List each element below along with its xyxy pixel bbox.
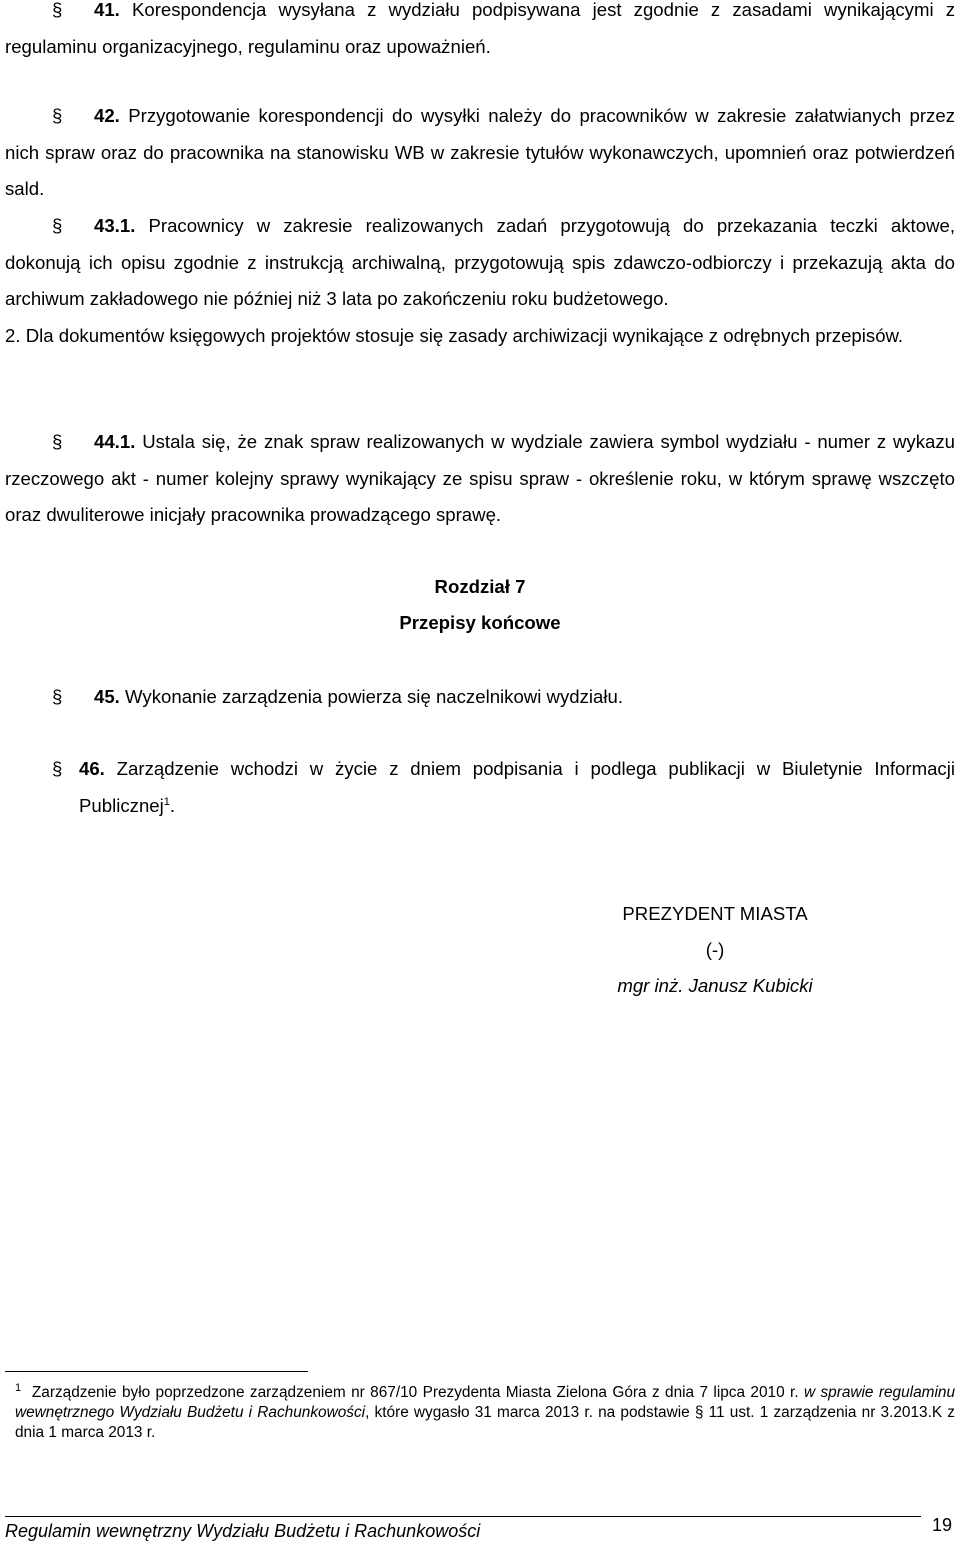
paragraph-44 (5, 424, 955, 534)
section-sign: § (52, 105, 63, 126)
footer-title: Regulamin wewnętrzny Wydziału Budżetu i Rachunkowości (5, 1521, 481, 1541)
section-sign: § (52, 431, 63, 452)
paragraph-text: Ustala się, że znak spraw realizowanych w wydziale zawiera symbol wydziału - numer z wykazu rzeczowego akt - numer kolejny sprawy wynikający ze spisu spraw - określenie roku, w którym sprawę wszczęto oraz dwuliterowe inicjały pracownika prowadzącego sprawę. (5, 431, 955, 525)
chapter-subtitle: Przepisy końcowe (399, 612, 561, 633)
footer-separator (5, 1516, 921, 1517)
footnote-separator (5, 1371, 308, 1372)
paragraph-text: Korespondencja wysyłana z wydziału podpisywana jest zgodnie z zasadami wynikającymi z regulaminu organizacyjnego, regulaminu oraz upoważnień. (5, 0, 955, 57)
section-sign: § (52, 686, 63, 707)
section-sign: § (52, 0, 63, 20)
page-number: 19 (932, 1515, 953, 1535)
subparagraph-text: Dla dokumentów księgowych projektów stosuje się zasady archiwizacji wynikające z odrębnych przepisów. (25, 324, 904, 346)
signature-mark: (-) (705, 939, 725, 960)
footnote-number: 1 (15, 1381, 22, 1394)
paragraph-number: 45. (94, 686, 120, 707)
paragraph-text: Pracownicy w zakresie realizowanych zadań przygotowują do przekazania teczki aktowe, dokonują ich opisu zgodnie z instrukcją archiwalną, przygotowują spis zdawczo-odbiorczy i przekazują akta do archiwum zakładowego nie później niż 3 lata po zakończeniu roku budżetowego. (5, 215, 955, 309)
paragraph-43 (5, 208, 955, 354)
signature-office: PREZYDENT MIASTA (622, 903, 808, 924)
paragraph-number: 46. (79, 758, 105, 779)
footnote-text-c: 11 ust. 1 zarządzenia nr 3.2013.K z dnia 1 marca 2013 r. (15, 1404, 956, 1441)
chapter-title: Rozdział 7 (434, 576, 526, 597)
paragraph-number: 41. (94, 0, 120, 20)
paragraph-number: 43.1. (94, 215, 136, 236)
paragraph-41 (5, 0, 955, 65)
footnote-ref: 1 (163, 795, 170, 808)
paragraph-text: Wykonanie zarządzenia powierza się naczelnikowi wydziału. (125, 686, 624, 707)
signature-name: mgr inż. Janusz Kubicki (617, 975, 813, 996)
paragraph-text: Zarządzenie wchodzi w życie z dniem podpisania i podlega publikacji w Biuletynie Informacji Publicznej (79, 758, 955, 816)
footnote (15, 1383, 955, 1443)
section-sign: § (694, 1404, 704, 1421)
subparagraph-number: 2. (5, 324, 21, 346)
section-sign: § (52, 215, 63, 236)
paragraph-45 (5, 679, 955, 716)
paragraph-46 (5, 751, 955, 824)
paragraph-text: Przygotowanie korespondencji do wysyłki należy do pracowników w zakresie załatwianych przez nich spraw oraz do pracownika na stanowisku WB w zakresie tytułów wykonawczych, upomnień oraz potwierdzeń sald. (5, 105, 955, 199)
paragraph-42 (5, 98, 955, 208)
paragraph-number: 44.1. (94, 431, 136, 452)
paragraph-number: 42. (94, 105, 120, 126)
section-sign: § (52, 758, 63, 779)
footnote-text-a: Zarządzenie było poprzedzone zarządzeniem nr 867/10 Prezydenta Miasta Zielona Góra z dnia 7 lipca 2010 r. (31, 1384, 804, 1401)
footnote-text-italic: w sprawie regulaminu wewnętrznego Wydziału Budżetu i Rachunkowości (15, 1384, 955, 1421)
paragraph-end: . (169, 794, 176, 816)
footnote-text-b: , które wygasło 31 marca 2013 r. na podstawie (365, 1404, 695, 1421)
